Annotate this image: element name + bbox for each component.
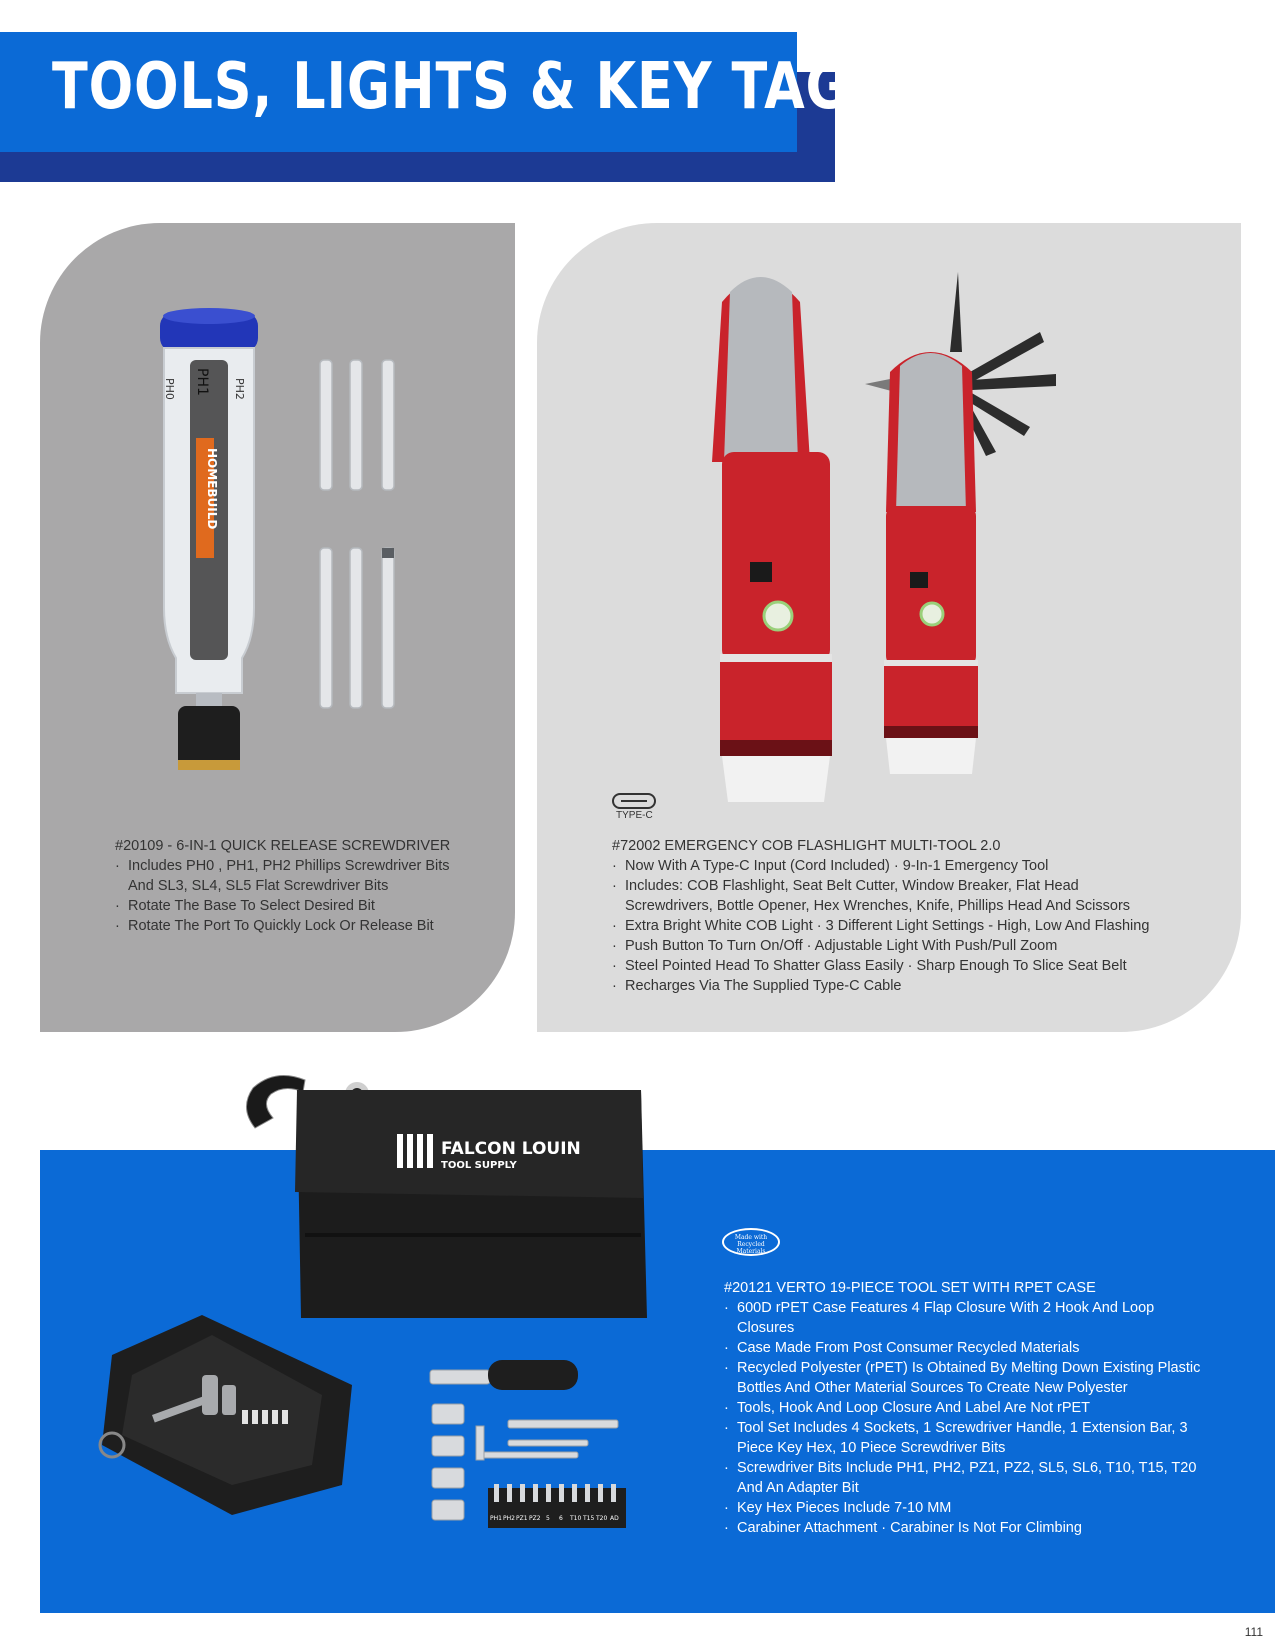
type-c-port-icon (611, 792, 659, 810)
svg-text:AD: AD (610, 1515, 619, 1522)
feature-item: · Key Hex Pieces Include 7-10 MM (724, 1498, 1214, 1518)
open-case-image (92, 1315, 364, 1515)
svg-text:PH1: PH1 (490, 1515, 502, 1522)
svg-text:PZ2: PZ2 (529, 1515, 541, 1522)
type-c-label: TYPE-C (616, 810, 653, 821)
feature-item: · Case Made From Post Consumer Recycled Materials (724, 1338, 1214, 1358)
svg-text:5: 5 (546, 1515, 550, 1522)
svg-text:6: 6 (559, 1515, 563, 1522)
page-number: 111 (1244, 1625, 1263, 1639)
feature-item: · Rotate The Base To Select Desired Bit (115, 896, 465, 916)
svg-text:PH1: PH1 (194, 368, 210, 396)
feature-item: · Rotate The Port To Quickly Lock Or Release Bit (115, 916, 465, 936)
feature-item: · Recycled Polyester (rPET) Is Obtained By Melting Down Existing Plastic Bottles And Other Material Sources To Create New Polyester (724, 1358, 1214, 1398)
feature-item: · Carabiner Attachment · Carabiner Is Not For Climbing (724, 1518, 1214, 1538)
feature-item: · Tools, Hook And Loop Closure And Label Are Not rPET (724, 1398, 1214, 1418)
toolset-case-image (245, 1068, 685, 1323)
case-brand-sub: TOOL SUPPLY (441, 1160, 517, 1171)
product-20121-info (724, 1278, 1214, 1538)
screwdriver-logo-text: HOMEBUILD (205, 448, 219, 530)
svg-text:PH0: PH0 (163, 378, 176, 400)
feature-item: · Includes: COB Flashlight, Seat Belt Cutter, Window Breaker, Flat Head Screwdrivers, Bottle Opener, Hex Wrenches, Knife, Phillips Head And Scissors (612, 876, 1157, 916)
feature-item: · Steel Pointed Head To Shatter Glass Easily · Sharp Enough To Slice Seat Belt (612, 956, 1157, 976)
screwdriver-image (150, 308, 420, 788)
product-20109-info (115, 836, 465, 936)
svg-text:T20: T20 (596, 1515, 608, 1522)
feature-item: · Includes PH0 , PH1, PH2 Phillips Screwdriver Bits And SL3, SL4, SL5 Flat Screwdriver Bits (115, 856, 465, 896)
svg-text:PZ1: PZ1 (516, 1515, 528, 1522)
feature-item: · 600D rPET Case Features 4 Flap Closure With 2 Hook And Loop Closures (724, 1298, 1214, 1338)
feature-list (612, 856, 1157, 996)
feature-list (115, 856, 465, 936)
svg-text:T10: T10 (570, 1515, 582, 1522)
feature-item: · Extra Bright White COB Light · 3 Different Light Settings - High, Low And Flashing (612, 916, 1157, 936)
feature-item: · Tool Set Includes 4 Sockets, 1 Screwdriver Handle, 1 Extension Bar, 3 Piece Key Hex, 10 Piece Screwdriver Bits (724, 1418, 1214, 1458)
case-brand-name: FALCON LOUIN (441, 1139, 581, 1159)
product-title: #20109 - 6-IN-1 QUICK RELEASE SCREWDRIVER (115, 838, 451, 854)
feature-item: · Now With A Type-C Input (Cord Included) · 9-In-1 Emergency Tool (612, 856, 1157, 876)
svg-text:T15: T15 (583, 1515, 595, 1522)
svg-text:PH2: PH2 (503, 1515, 515, 1522)
product-72002-info (612, 836, 1157, 996)
feature-item: · Recharges Via The Supplied Type-C Cable (612, 976, 1157, 996)
product-title: #72002 EMERGENCY COB FLASHLIGHT MULTI-TOOL 2.0 (612, 838, 1001, 854)
product-title: #20121 VERTO 19-PIECE TOOL SET WITH RPET CASE (724, 1280, 1096, 1296)
feature-item: · Push Button To Turn On/Off · Adjustable Light With Push/Pull Zoom (612, 936, 1157, 956)
svg-text:PH2: PH2 (233, 378, 246, 400)
page-title: TOOLS, LIGHTS & KEY TAGS (52, 50, 889, 124)
feature-list (724, 1298, 1214, 1538)
flashlight-image (700, 262, 1120, 802)
recycled-materials-badge: Made with Recycled Materials (722, 1228, 780, 1256)
loose-tools-image (428, 1360, 628, 1530)
feature-item: · Screwdriver Bits Include PH1, PH2, PZ1, PZ2, SL5, SL6, T10, T15, T20 And An Adapter Bit (724, 1458, 1214, 1498)
